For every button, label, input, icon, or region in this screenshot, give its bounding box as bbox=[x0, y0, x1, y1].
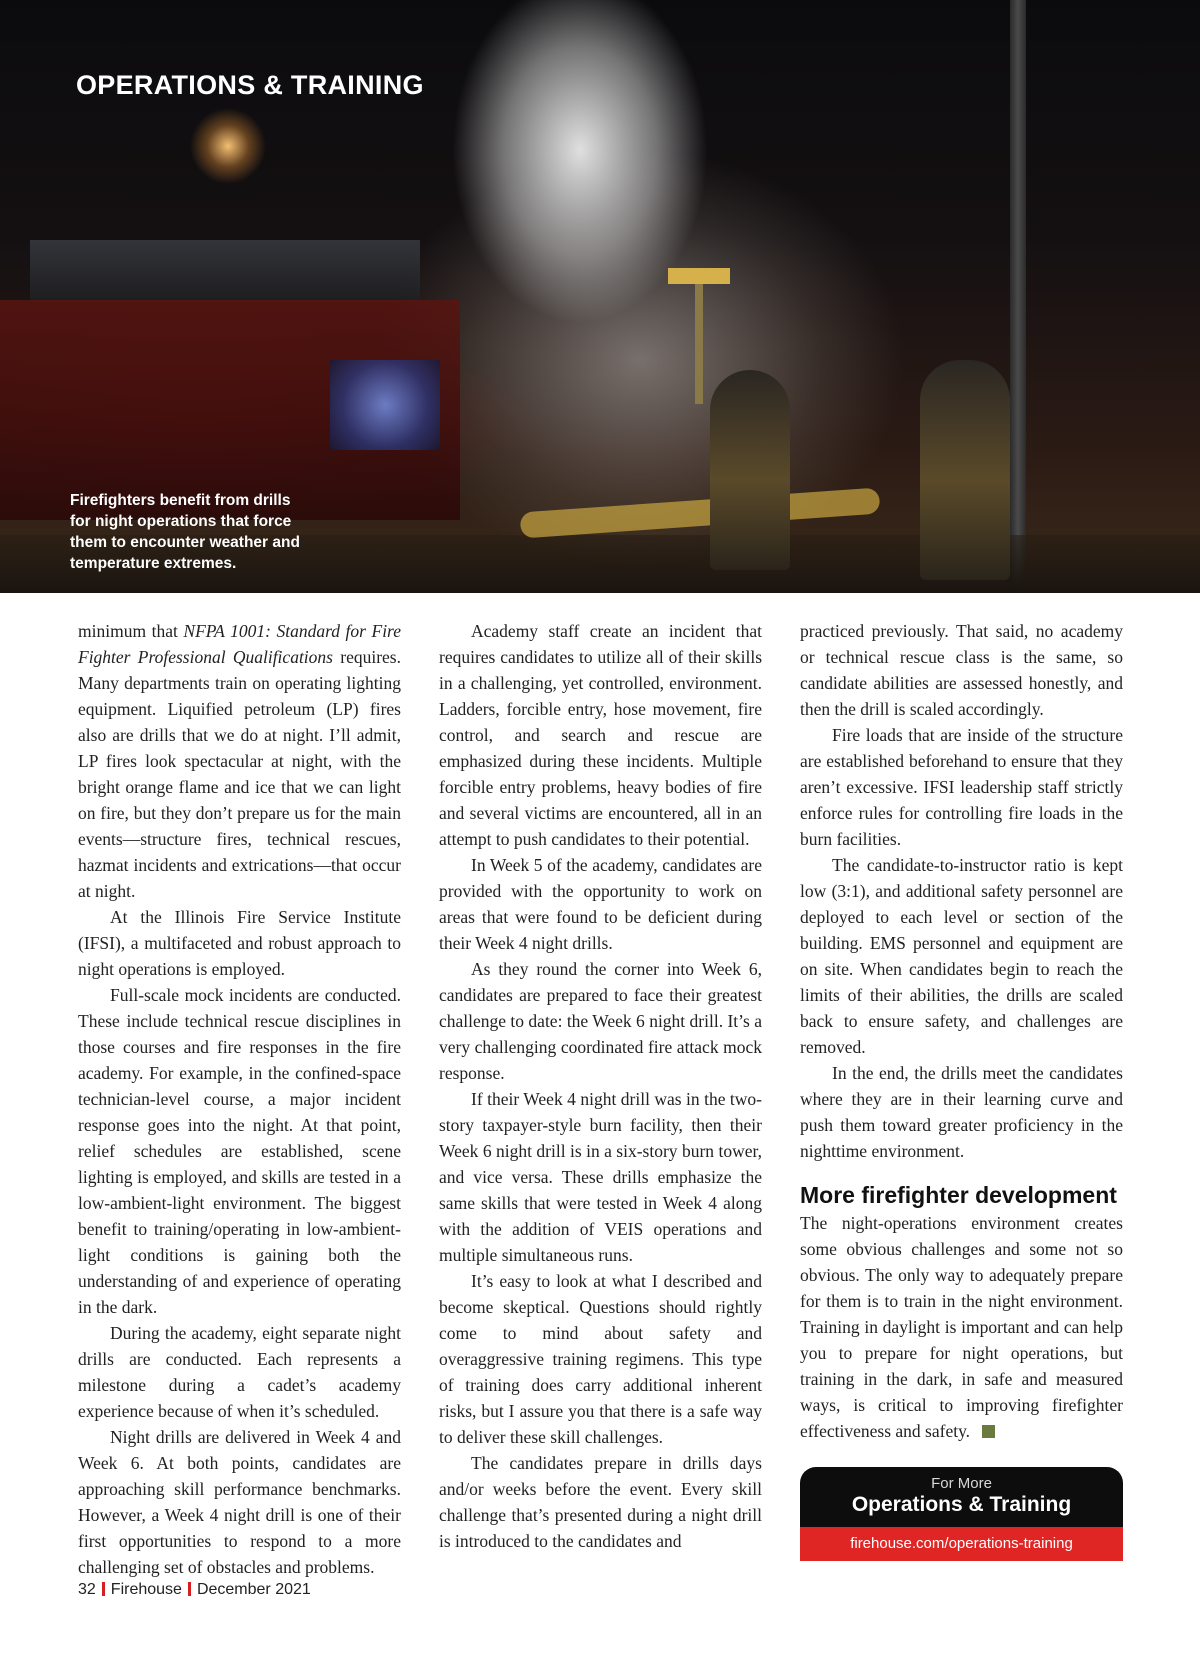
paragraph: At the Illinois Fire Service Institute (IFSI), a multifaceted and robust approach to night operations is employed. bbox=[78, 907, 401, 979]
article-column-3 bbox=[800, 618, 1123, 1444]
section-subhead: More firefighter development bbox=[800, 1182, 1117, 1208]
publication-name: Firehouse bbox=[110, 1581, 182, 1598]
sign-post bbox=[695, 284, 703, 404]
end-of-article-icon bbox=[982, 1425, 995, 1438]
fire-truck-roof bbox=[30, 240, 420, 302]
paragraph: The candidate-to-instructor ratio is kept low (3:1), and additional safety personnel are deployed to each level or section of the building. EMS personnel and equipment are on site. When candidates begin to reach the limits of their abilities, the drills are scaled back to ensure safety, and challenges are removed. bbox=[800, 855, 1123, 1057]
paragraph: The night-operations environment creates some obvious challenges and some not so obvious. The only way to adequately prepare for them is to train in the night environment. Training in daylight is important and can help you to prepare for night operations, but training in the dark, in safe and measured ways, is critical to improving firefighter effectiveness and safety. bbox=[800, 1213, 1123, 1441]
standard-title: NFPA 1001: Standard for Fire Fighter Professional Qualifications bbox=[78, 621, 401, 667]
promo-subtitle: For More bbox=[931, 1475, 992, 1492]
page-footer bbox=[78, 1581, 311, 1599]
paragraph: The candidates prepare in drills days and/or weeks before the event. Every skill challenge that’s presented during a night drill is introduced to the candidates and bbox=[439, 1453, 762, 1551]
page-number: 32 bbox=[78, 1581, 96, 1598]
issue-date: December 2021 bbox=[196, 1581, 311, 1598]
footer-separator bbox=[102, 1582, 105, 1596]
paragraph: It’s easy to look at what I described and become skeptical. Questions should rightly come to mind about safety and overaggressive training regimens. This type of training does carry additional inherent risks, but I assure you that there is a safe way to deliver these skill challenges. bbox=[439, 1271, 762, 1447]
paragraph: In the end, the drills meet the candidates where they are in their learning curve and push them toward greater proficiency in the nighttime environment. bbox=[800, 1063, 1123, 1161]
firefighter-figure bbox=[920, 360, 1010, 580]
paragraph: As they round the corner into Week 6, candidates are prepared to face their greatest challenge to date: the Week 6 night drill. It’s a very challenging coordinated fire attack mock response. bbox=[439, 959, 762, 1083]
paragraph: practiced previously. That said, no academy or technical rescue class is the same, so candidate abilities are assessed honestly, and then the drill is scaled accordingly. bbox=[800, 621, 1123, 719]
paragraph: Academy staff create an incident that requires candidates to utilize all of their skills in a challenging, yet controlled, environment. Ladders, forcible entry, hose movement, fire control, and search and rescue are emphasized during these incidents. Multiple forcible entry problems, heavy bodies of fire and several victims are encountered, all in an attempt to push candidates to their potential. bbox=[439, 621, 762, 849]
section-label: OPERATIONS & TRAINING bbox=[76, 70, 424, 100]
firefighter-figure bbox=[710, 370, 790, 570]
light-pole bbox=[1010, 0, 1026, 593]
promo-link[interactable]: firehouse.com/operations-training bbox=[800, 1527, 1123, 1561]
paragraph: Full-scale mock incidents are conducted. These include technical rescue disciplines in those courses and fire responses in the fire academy. For example, in the confined-space technician-level course, a major incident response goes into the night. At that point, relief schedules are established, scene lighting is employed, and skills are tested in a low-ambient-light environment. The biggest benefit to training/operating in low-ambient-light conditions is gaining both the understanding of and experience of operating in the dark. bbox=[78, 985, 401, 1317]
article-column-1 bbox=[78, 618, 401, 1580]
photo-caption: Firefighters benefit from drills for night operations that force them to encounter weather and temperature extremes. bbox=[70, 492, 300, 572]
article-column-2 bbox=[439, 618, 762, 1554]
paragraph: In Week 5 of the academy, candidates are provided with the opportunity to work on areas that were found to be deficient during their Week 4 night drills. bbox=[439, 855, 762, 953]
fire-hose bbox=[520, 487, 881, 538]
paragraph: Fire loads that are inside of the structure are established beforehand to ensure that they aren’t excessive. IFSI leadership staff strictly enforce rules for controlling fire loads in the burn facilities. bbox=[800, 725, 1123, 849]
pump-panel bbox=[330, 360, 440, 450]
street-sign bbox=[668, 268, 730, 284]
promo-header bbox=[800, 1467, 1123, 1527]
paragraph: minimum that NFPA 1001: Standard for Fire Fighter Professional Qualifications requires. Many departments train on operating lighting equipment. Liquified petroleum (LP) fires also are drills that we do at night. I’ll admit, LP fires look spectacular at night, with the bright orange flame and ice that we can light on fire, but they don’t prepare us for the main events—structure fires, technical rescues, hazmat incidents and extrications—that occur at night. bbox=[78, 621, 401, 901]
promo-title: Operations & Training bbox=[851, 1493, 1072, 1516]
paragraph: During the academy, eight separate night drills are conducted. Each represents a milestone during a cadet’s academy experience because of when it’s scheduled. bbox=[78, 1323, 401, 1421]
paragraph: If their Week 4 night drill was in the two-story taxpayer-style burn facility, then their Week 6 night drill is in a six-story burn tower, and vice versa. These drills emphasize the same skills that were tested in Week 4 along with the addition of VEIS operations and multiple simultaneous runs. bbox=[439, 1089, 762, 1265]
hero-photo bbox=[0, 0, 1200, 593]
footer-separator bbox=[188, 1582, 191, 1596]
paragraph: Night drills are delivered in Week 4 and Week 6. At both points, candidates are approaching skill performance benchmarks. However, a Week 4 night drill is one of their first opportunities to respond to a more challenging set of obstacles and problems. bbox=[78, 1427, 401, 1577]
promo-box[interactable] bbox=[800, 1467, 1123, 1561]
